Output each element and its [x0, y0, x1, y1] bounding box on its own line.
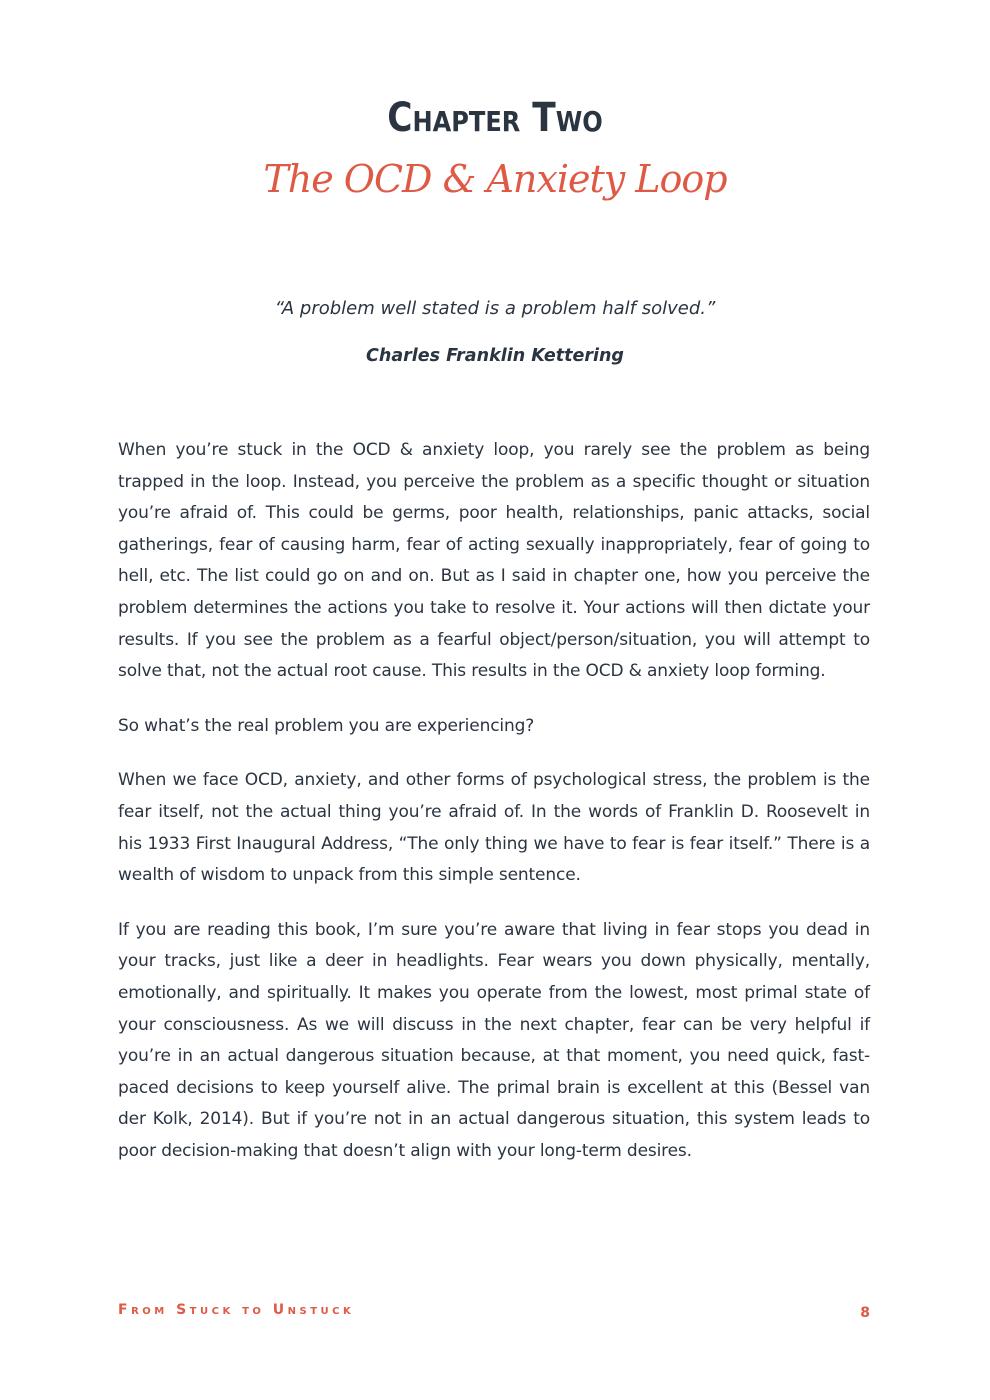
page-number: 8: [860, 1305, 870, 1321]
paragraph: When we face OCD, anxiety, and other forms of psychological stress, the problem is the fear itself, not the actual thing you’re afraid of. In the words of Franklin D. Roosevelt in his 1933 First Inaugural Address, “The only thing we have to fear is fear itself.” There is a wealth of wisdom to unpack from this simple sentence.: [118, 770, 870, 886]
chapter-label: Chapter Two: [387, 95, 603, 141]
chapter-title: The OCD & Anxiety Loop: [263, 157, 727, 201]
paragraph: When you’re stuck in the OCD & anxiety loop, you rarely see the problem as being trapped in the loop. Instead, you perceive the problem as a specific thought or situation you’re afraid of. This could be germs, poor health, relationships, panic attacks, social gatherings, fear of causing harm, fear of acting sexually inappropriately, fear of going to hell, etc. The list could go on and on. But as I said in chapter one, how you perceive the problem determines the actions you take to resolve it. Your actions will then dictate your results. If you see the problem as a fearful object/person/situation, you will attempt to solve that, not the actual root cause. This results in the OCD & anxiety loop forming.: [118, 440, 870, 682]
epigraph-quote: “A problem well stated is a problem half solved.”: [274, 298, 716, 319]
paragraph: If you are reading this book, I’m sure you’re aware that living in fear stops you dead in your tracks, just like a deer in headlights. Fear wears you down physically, mentally, emotionally, and spiritually. It makes you operate from the lowest, most primal state of your consciousness. As we will discuss in the next chapter, fear can be very helpful if you’re in an actual dangerous situation because, at that moment, you need quick, fast-paced decisions to keep yourself alive. The primal brain is excellent at this (Bessel van der Kolk, 2014). But if you’re not in an actual dangerous situation, this system leads to poor decision-making that doesn’t align with your long-term desires.: [118, 919, 870, 1161]
body-text: [118, 435, 870, 1190]
paragraph: So what’s the real problem you are experiencing?: [118, 715, 535, 736]
footer-book-title: From Stuck to Unstuck: [118, 1302, 355, 1318]
epigraph-author: Charles Franklin Kettering: [366, 346, 624, 366]
